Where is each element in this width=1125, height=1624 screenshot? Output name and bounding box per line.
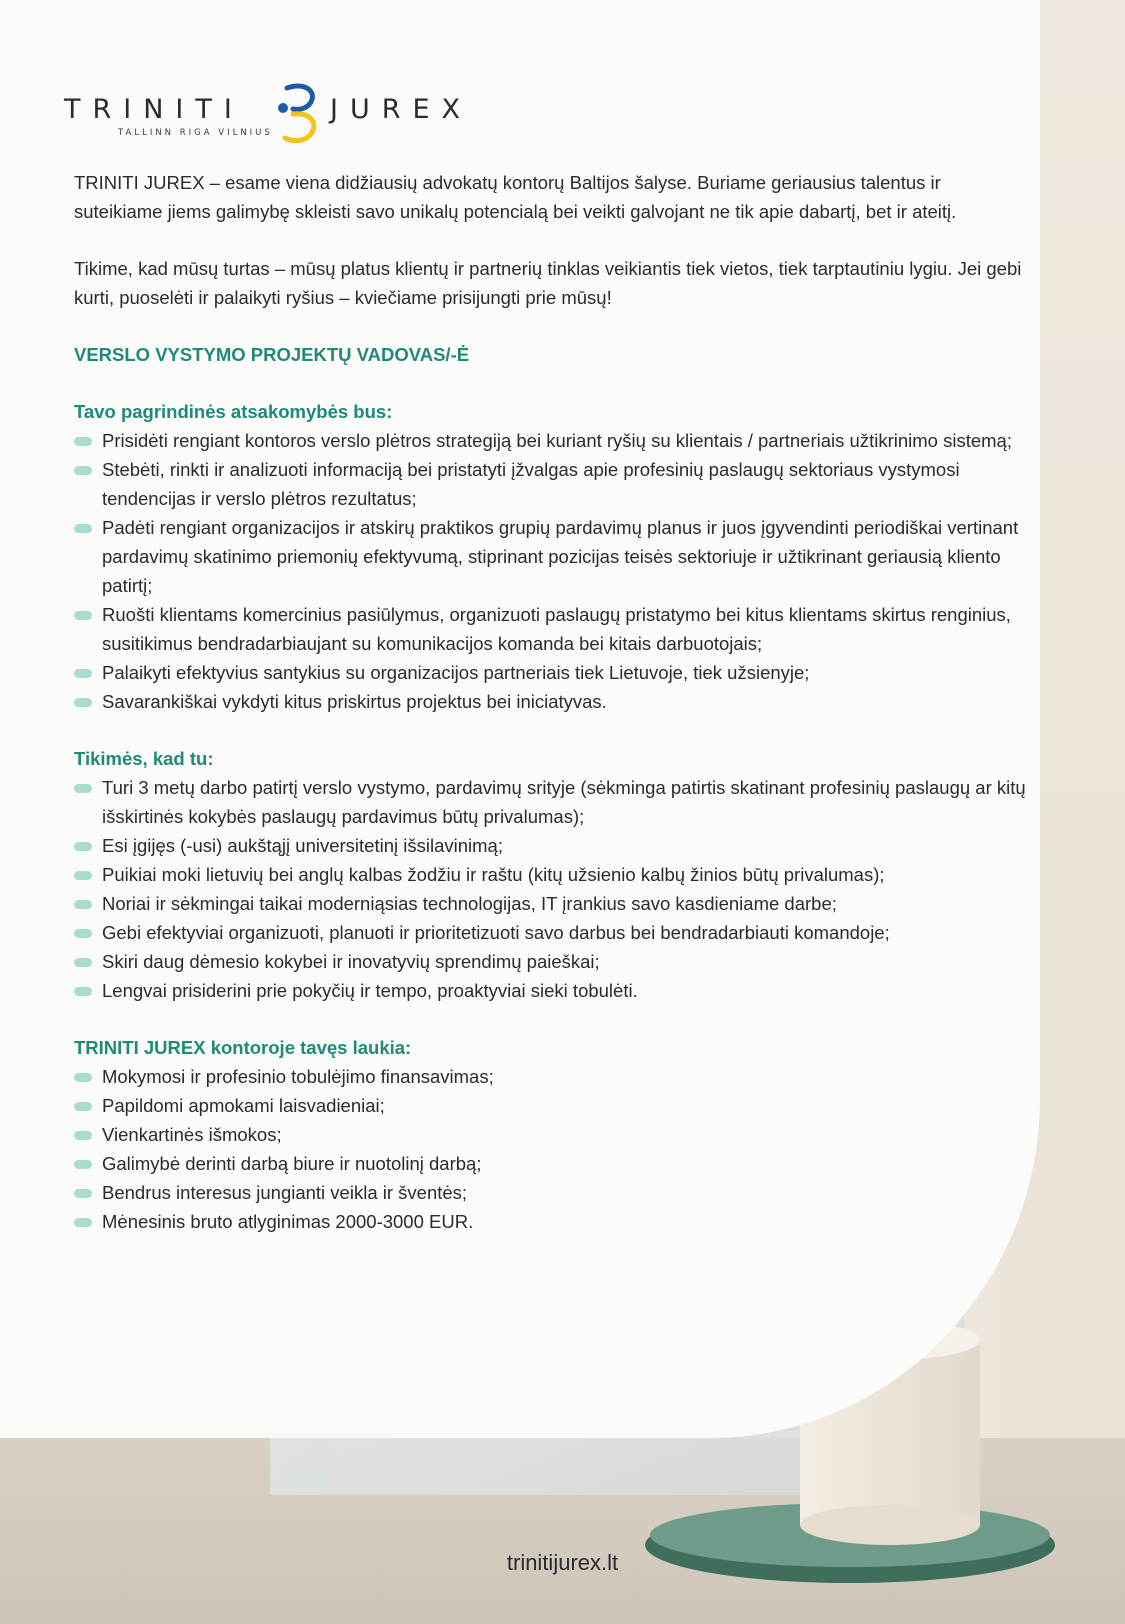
bullet-icon — [74, 437, 92, 446]
job-title: VERSLO VYSTYMO PROJEKTŲ VADOVAS/-Ė — [74, 344, 470, 365]
bullet-icon — [74, 1131, 92, 1140]
list-item: Turi 3 metų darbo patirtį verslo vystymo, pardavimų srityje (sėkminga patirtis skatinant profesinių paslaugų ar kitų išskirtinės kokybės paslaugų pardavimus būtų privalumas); — [74, 773, 1026, 831]
logo-cities: TALLINN RIGA VILNIUS — [118, 128, 273, 138]
expectations-heading: Tikimės, kad tu: — [74, 748, 214, 769]
bullet-icon — [74, 698, 92, 707]
bullet-icon — [74, 842, 92, 851]
bullet-icon — [74, 611, 92, 620]
benefits-heading: TRINITI JUREX kontoroje tavęs laukia: — [74, 1037, 412, 1058]
list-item: Galimybė derinti darbą biure ir nuotolinį darbą; — [74, 1149, 1026, 1178]
list-item: Stebėti, rinkti ir analizuoti informaciją bei pristatyti įžvalgas apie profesinių paslaugų sektoriaus vystymosi tendencijas ir verslo plėtros rezultatus; — [74, 455, 1026, 513]
list-item: Savarankiškai vykdyti kitus priskirtus projektus bei iniciatyvas. — [74, 687, 1026, 716]
list-item: Palaikyti efektyvius santykius su organizacijos partneriais tiek Lietuvoje, tiek užsienyje; — [74, 658, 1026, 687]
bullet-icon — [74, 987, 92, 996]
list-item: Gebi efektyviai organizuoti, planuoti ir prioritetizuoti savo darbus bei bendradarbiauti komandoje; — [74, 918, 1026, 947]
website-url: trinitijurex.lt — [506, 1550, 619, 1575]
bullet-icon — [74, 1218, 92, 1227]
benefits-list — [74, 1062, 1026, 1236]
bullet-icon — [74, 871, 92, 880]
list-item: Skiri daug dėmesio kokybei ir inovatyvių sprendimų paieškai; — [74, 947, 1026, 976]
list-item: Mėnesinis bruto atlyginimas 2000-3000 EUR. — [74, 1207, 1026, 1236]
list-item: Padėti rengiant organizacijos ir atskirų praktikos grupių pardavimų planus ir juos įgyvendinti periodiškai vertinant pardavimų skatinimo priemonių efektyvumą, stiprinant pozicijas teisės sektoriuje ir užtikrinant geriausią kliento patirtį; — [74, 513, 1026, 600]
responsibilities-heading: Tavo pagrindinės atsakomybės bus: — [74, 401, 393, 422]
job-ad-content — [74, 168, 1026, 1236]
bullet-icon — [74, 669, 92, 678]
intro-paragraph-2: Tikime, kad mūsų turtas – mūsų platus klientų ir partnerių tinklas veikiantis tiek vietos, tiek tarptautiniu lygiu. Jei gebi kurti, puoselėti ir palaikyti ryšius – kviečiame prisijungti prie mūsų! — [74, 258, 1022, 308]
list-item: Prisidėti rengiant kontoros verslo plėtros strategiją bei kuriant ryšių su klientais / partneriais užtikrinimo sistemą; — [74, 426, 1026, 455]
list-item: Bendrus interesus jungianti veikla ir šventės; — [74, 1178, 1026, 1207]
bullet-icon — [74, 1160, 92, 1169]
company-logo — [64, 82, 504, 144]
bullet-icon — [74, 1102, 92, 1111]
list-item: Ruošti klientams komercinius pasiūlymus, organizuoti paslaugų pristatymo bei kitus klientams skirtus renginius, susitikimus bendradarbiaujant su komunikacijos komanda bei kitais darbuotojais; — [74, 600, 1026, 658]
bullet-icon — [74, 958, 92, 967]
bullet-icon — [74, 1073, 92, 1082]
bullet-icon — [74, 784, 92, 793]
responsibilities-list — [74, 426, 1026, 716]
list-item: Lengvai prisiderini prie pokyčių ir tempo, proaktyviai sieki tobulėti. — [74, 976, 1026, 1005]
logo-right-word: JUREX — [330, 94, 473, 125]
list-item: Esi įgijęs (-usi) aukštąjį universitetinį išsilavinimą; — [74, 831, 1026, 860]
bullet-icon — [74, 466, 92, 475]
logo-left-word: TRINITI — [64, 94, 244, 125]
list-item: Puikiai moki lietuvių bei anglų kalbas žodžiu ir raštu (kitų užsienio kalbų žinios būtų privalumas); — [74, 860, 1026, 889]
bullet-icon — [74, 1189, 92, 1198]
list-item: Noriai ir sėkmingai taikai moderniąsias technologijas, IT įrankius savo kasdieniame darbe; — [74, 889, 1026, 918]
bullet-icon — [74, 900, 92, 909]
logo-mark-icon — [275, 82, 325, 144]
list-item: Vienkartinės išmokos; — [74, 1120, 1026, 1149]
list-item: Mokymosi ir profesinio tobulėjimo finansavimas; — [74, 1062, 1026, 1091]
intro-paragraph-1: TRINITI JUREX – esame viena didžiausių advokatų kontorų Baltijos šalyse. Buriame geriausius talentus ir suteikiame jiems galimybę skleisti savo unikalų potencialą bei veikti galvojant ne tik apie dabartį, bet ir ateitį. — [74, 172, 957, 222]
expectations-list — [74, 773, 1026, 1005]
bullet-icon — [74, 929, 92, 938]
list-item: Papildomi apmokami laisvadieniai; — [74, 1091, 1026, 1120]
bullet-icon — [74, 524, 92, 533]
